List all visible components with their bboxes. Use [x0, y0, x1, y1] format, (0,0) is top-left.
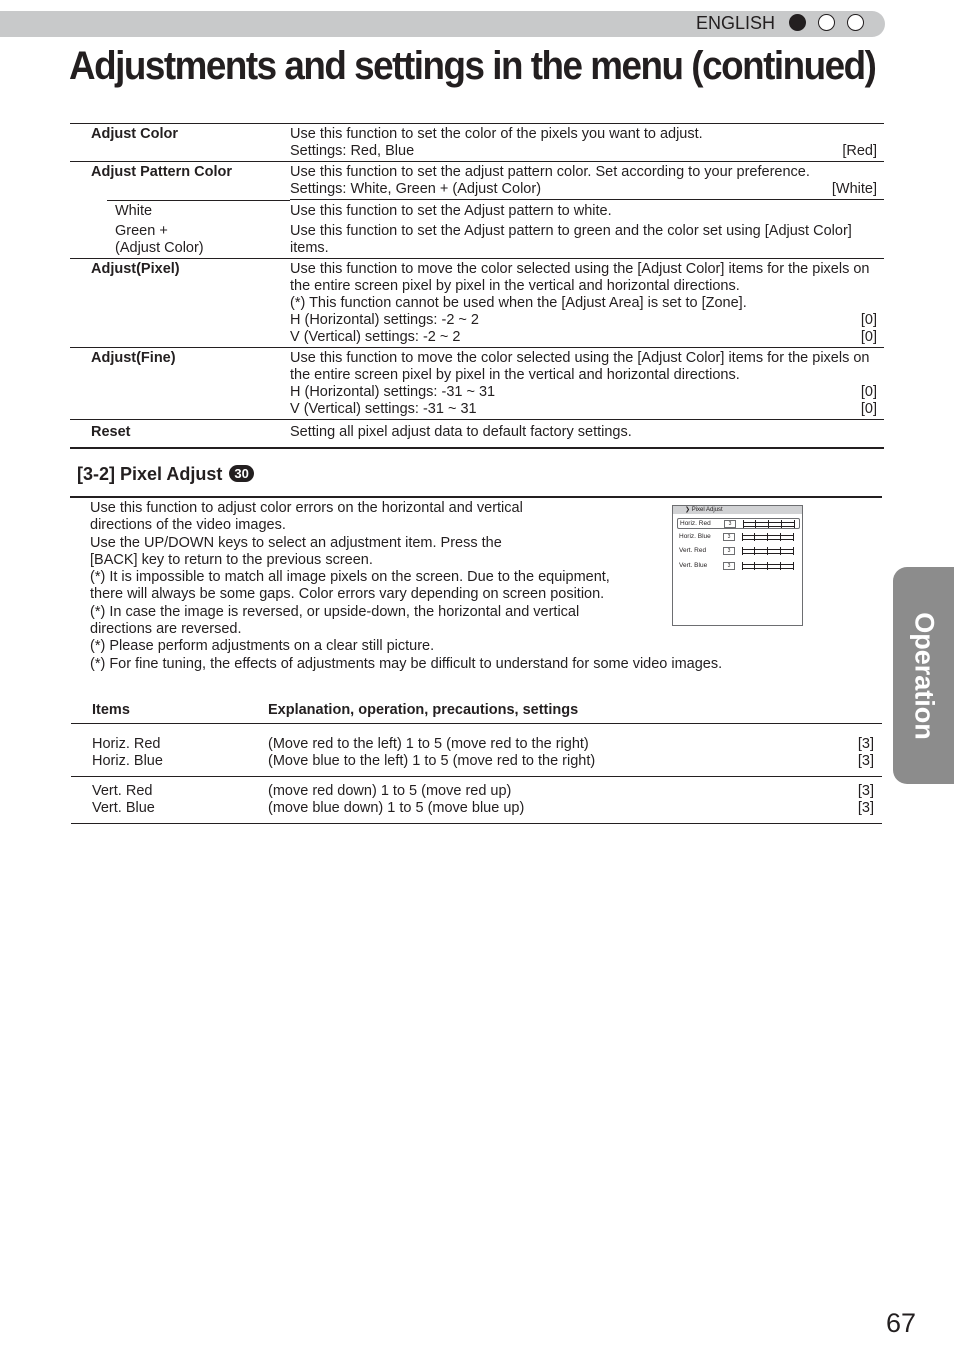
desc-text: Use this function to set the adjust pattern color. Set according to your preference. — [290, 164, 810, 180]
osd-title: Pixel Adjust — [691, 507, 723, 513]
side-tab — [893, 567, 954, 784]
osd-slider — [742, 535, 794, 540]
language-dot-empty-icon — [818, 14, 835, 31]
settings-text: Settings: White, Green + (Adjust Color) — [290, 181, 542, 197]
section-heading-text: [3-2] Pixel Adjust — [77, 464, 223, 484]
note-text: (*) This function cannot be used when the [Adjust Area] is set to [Zone]. — [290, 295, 747, 311]
default-value: [0] — [860, 329, 877, 345]
desc-text: Use this function to move the color selected using the [Adjust Color] items for the pixels on the entire screen pixel by pixel in the vertical and horizontal directions. — [290, 350, 870, 383]
default-value: [White] — [831, 181, 877, 197]
page-ref-badge: 30 — [229, 465, 253, 482]
language-label: ENGLISH — [696, 13, 776, 33]
language-dot-empty-icon — [847, 14, 864, 31]
osd-row-value: 3 — [723, 533, 735, 541]
intro-paragraph: Use this function to adjust color errors on the horizontal and vertical directions of the video images. — [90, 500, 523, 534]
item-name: Vert. Red — [92, 783, 153, 799]
osd-slider — [743, 522, 795, 527]
row-label: Adjust Color — [70, 124, 290, 162]
item-name: Horiz. Blue — [92, 753, 163, 769]
osd-row — [677, 532, 798, 541]
settings-text: V (Vertical) settings: -2 ~ 2 — [290, 329, 461, 345]
row-desc: Setting all pixel adjust data to default factory settings. — [290, 420, 884, 449]
osd-row — [677, 561, 798, 570]
row-label: Adjust(Fine) — [70, 348, 290, 420]
side-tab-label: Operation — [909, 611, 939, 740]
green-label: Green + — [115, 223, 168, 239]
settings-text: H (Horizontal) settings: -31 ~ 31 — [290, 384, 496, 400]
osd-slider — [742, 549, 794, 554]
row-desc — [290, 259, 884, 348]
item-desc: (Move red to the left) 1 to 5 (move red to the right) — [268, 736, 589, 752]
table-row — [71, 777, 882, 824]
item-desc: (move red down) 1 to 5 (move red up) — [268, 783, 512, 799]
sub-row-label — [70, 200, 290, 222]
settings-text: V (Vertical) settings: -31 ~ 31 — [290, 401, 477, 417]
osd-row-value: 3 — [724, 520, 736, 528]
osd-row-label: Horiz. Blue — [679, 533, 711, 540]
row-desc: Use this function to set the Adjust pattern to white. — [290, 200, 884, 222]
white-label: White — [115, 202, 153, 219]
osd-row-value: 3 — [723, 562, 735, 570]
osd-row — [677, 546, 798, 555]
default-value: [0] — [860, 384, 877, 400]
section-heading — [77, 464, 254, 485]
items-table — [71, 700, 882, 824]
osd-header: ❯ Pixel Adjust — [673, 506, 802, 514]
column-header: Items — [71, 700, 268, 724]
desc-text: Use this function to move the color selected using the [Adjust Color] items for the pixels on the entire screen pixel by pixel in the vertical and horizontal directions. — [290, 261, 870, 294]
default-value: [3] — [857, 800, 874, 816]
table-row — [71, 724, 882, 777]
row-label: Adjust(Pixel) — [70, 259, 290, 348]
default-value: [3] — [857, 753, 874, 769]
default-value: [3] — [857, 783, 874, 799]
osd-menu-illustration — [672, 505, 803, 626]
row-desc: Use this function to set the Adjust pattern to green and the color set using [Adjust Color] items. — [290, 223, 852, 256]
item-cell — [71, 777, 268, 824]
item-desc: (Move blue to the left) 1 to 5 (move red to the right) — [268, 753, 596, 769]
default-value: [Red] — [842, 143, 877, 159]
intro-paragraph: (*) For fine tuning, the effects of adjustments may be difficult to understand for some video images. — [90, 655, 723, 672]
settings-text: Settings: Red, Blue — [290, 143, 415, 159]
default-value: [3] — [857, 736, 874, 752]
item-cell — [71, 724, 268, 777]
osd-slider — [742, 564, 794, 569]
settings-table — [70, 123, 884, 449]
item-desc: (move blue down) 1 to 5 (move blue up) — [268, 800, 525, 816]
osd-row — [677, 518, 800, 529]
item-name: Horiz. Red — [92, 736, 161, 752]
default-value: [0] — [860, 312, 877, 328]
language-dot-filled-icon — [789, 14, 806, 31]
desc-text: Use this function to set the color of the pixels you want to adjust. — [290, 126, 703, 142]
desc-cell — [268, 777, 882, 824]
section-divider — [70, 496, 882, 498]
row-label: Adjust Pattern Color — [70, 162, 290, 200]
desc-cell — [268, 724, 882, 777]
item-name: Vert. Blue — [92, 800, 155, 816]
green-label-2: (Adjust Color) — [115, 240, 204, 256]
intro-paragraph: (*) In case the image is reversed, or upside-down, the horizontal and vertical directions are reversed. — [90, 603, 580, 638]
default-value: [0] — [860, 401, 877, 417]
row-label: Reset — [70, 420, 290, 449]
osd-row-label: Horiz. Red — [680, 520, 711, 527]
osd-row-value: 3 — [723, 547, 735, 555]
column-header: Explanation, operation, precautions, settings — [268, 700, 882, 724]
settings-text: H (Horizontal) settings: -2 ~ 2 — [290, 312, 479, 328]
page-number: 67 — [886, 1308, 917, 1338]
intro-paragraph: (*) It is impossible to match all image pixels on the screen. Due to the equipment, there will always be some gaps. Color errors vary depending on screen position. — [90, 569, 610, 603]
osd-row-label: Vert. Red — [679, 547, 707, 554]
osd-row-label: Vert. Blue — [679, 562, 708, 569]
row-desc — [290, 124, 884, 162]
row-desc — [290, 162, 884, 200]
row-desc — [290, 348, 884, 420]
intro-paragraph: Use the UP/DOWN keys to select an adjustment item. Press the [BACK] key to return to the previous screen. — [90, 534, 502, 568]
sub-row-label — [70, 221, 290, 259]
intro-paragraph: (*) Please perform adjustments on a clear still picture. — [90, 638, 435, 655]
page-title: Adjustments and settings in the menu (continued) — [69, 44, 876, 88]
